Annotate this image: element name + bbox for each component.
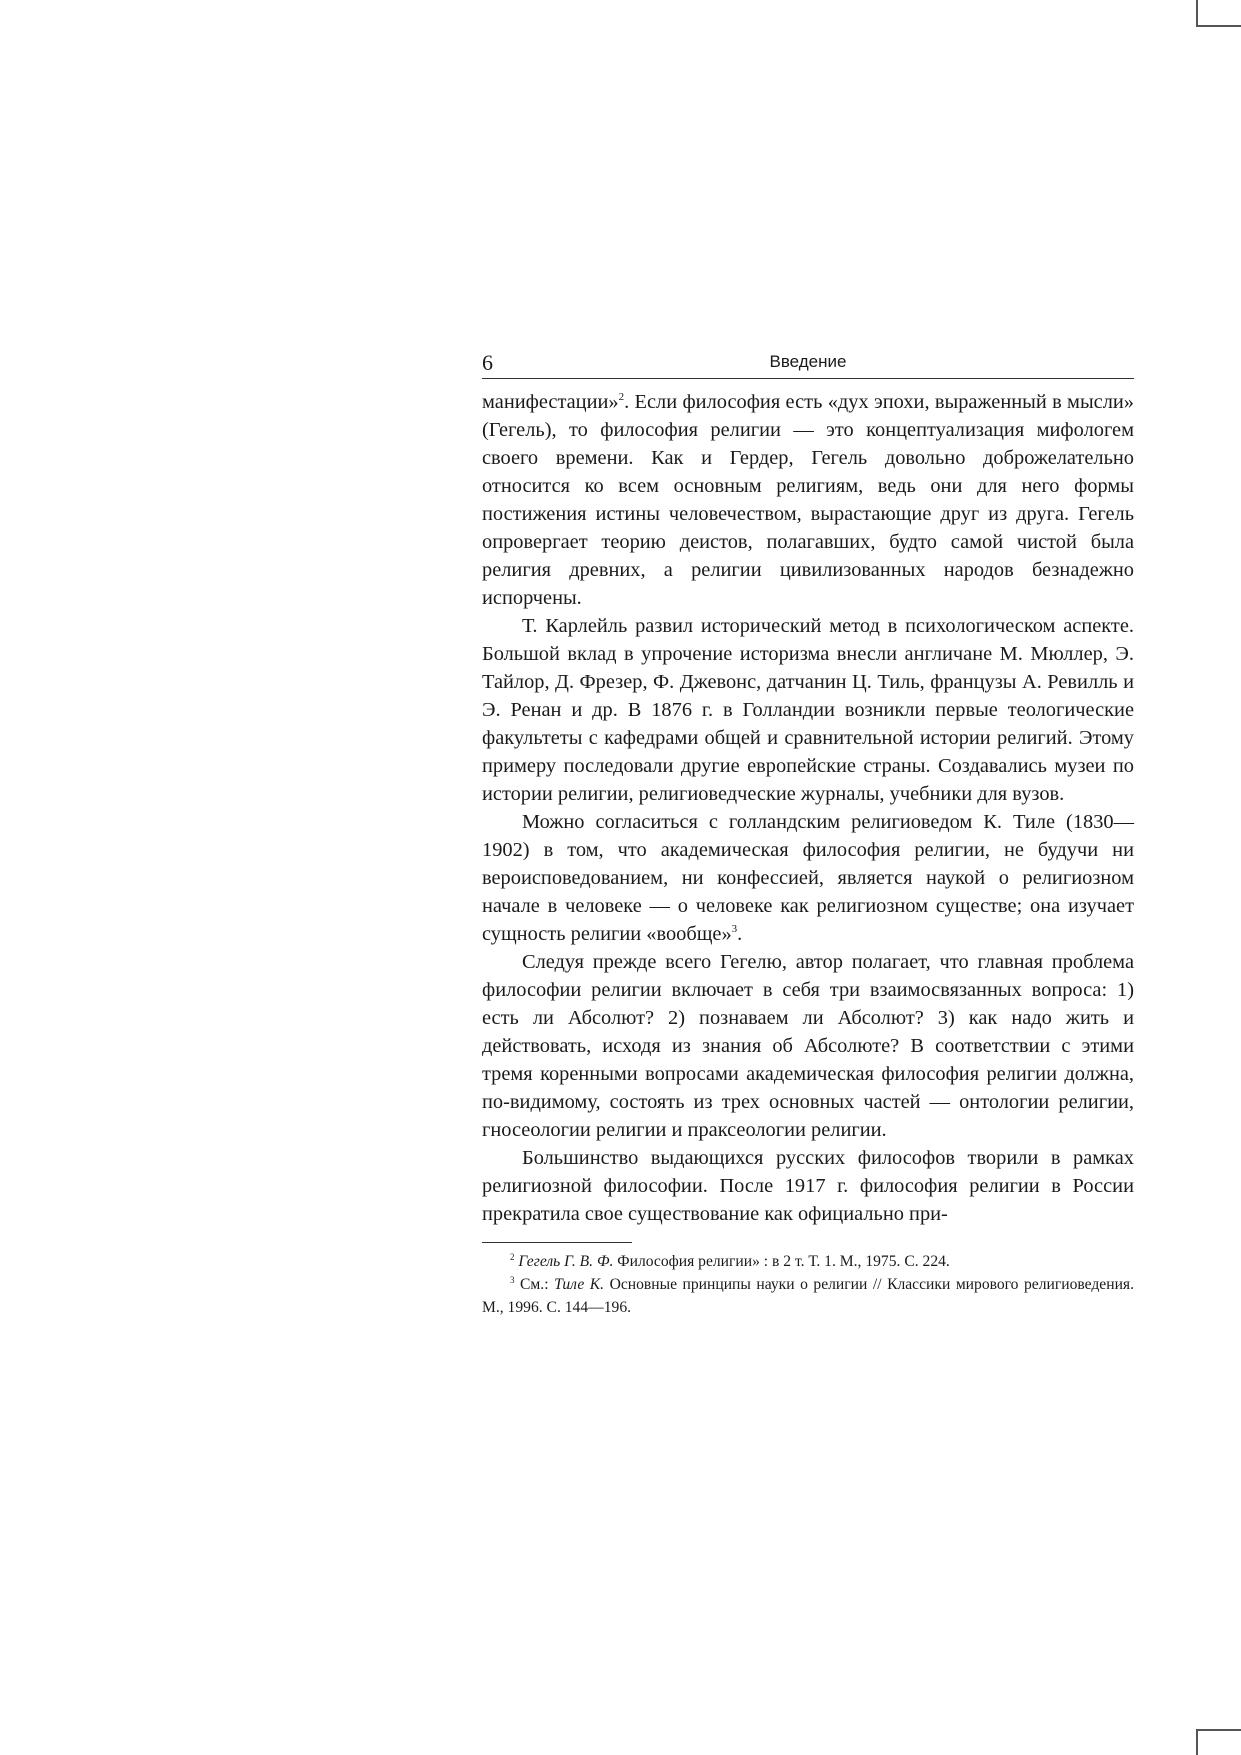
footnote-2: $^2$ Гегель Г. В. Ф. Философия религии» : в 2 т. Т. 1. М., 1975. С. 224.	[510, 1251, 950, 1270]
footnote-ref-3[interactable]: 3	[731, 923, 738, 936]
page-number: 6	[482, 350, 493, 375]
footnote-ref-2[interactable]: 2	[618, 391, 625, 404]
paragraph-1: манифестации»$^2$. Если философия есть «дух эпохи, выраженный в мысли» (Гегель), то философия религии — это концептуализация мифологем своего времени. Как и Гердер, Гегель довольно доброжелательно относится ко всем основным религиям, ведь они для него формы постижения истины человечеством, вырастающие друг из друга. Гегель опровергает теорию деистов, полагавших, будто самой чистой была религия древних, а религии цивилизованных народов безнадежно испорчены.	[482, 391, 1134, 609]
paragraph-4: Следуя прежде всего Гегелю, автор полагает, что главная проблема философии религии включает в себя три взаимосвязанных вопроса: 1) есть ли Абсолют? 2) познаваем ли Абсолют? 3) как надо жить и действовать, исходя из знания об Абсолюте? В соответствии с этими тремя коренными вопросами академическая философия религии должна, по-видимому, состоять из трех основных частей — онтологии религии, гносеологии религии и праксеологии религии.	[482, 951, 1134, 1141]
footnote-separator	[482, 1242, 632, 1243]
crop-mark-top-horizontal	[1196, 25, 1241, 27]
running-head	[482, 348, 1134, 379]
footnotes	[482, 1250, 1134, 1319]
crop-mark-bottom-horizontal	[1196, 1729, 1241, 1731]
footnote-3: $^3$ См.: Тиле К. Основные принципы науки о религии // Классики мирового религиоведения. М., 1996. С. 144—196.	[482, 1274, 1134, 1316]
section-title: Введение	[769, 352, 847, 371]
footnote-author: Тиле К.	[554, 1276, 605, 1293]
crop-mark-top-vertical	[1196, 0, 1198, 26]
footnote-author: Гегель Г. В. Ф.	[518, 1253, 614, 1270]
paragraph-3: Можно согласиться с голландским религиоведом К. Тиле (1830—1902) в том, что академическая философия религии, не будучи ни вероисповедованием, ни конфессией, является наукой о религиозном начале в человеке — о человеке как религиозном существе; она изучает сущность религии «вообще»$^3$.	[482, 811, 1134, 945]
paragraph-2: Т. Карлейль развил исторический метод в психологическом аспекте. Большой вклад в упрочение историзма внесли англичане М. Мюллер, Э. Тайлор, Д. Фрезер, Ф. Джевонс, датчанин Ц. Тиль, французы А. Ревилль и Э. Ренан и др. В 1876 г. в Голландии возникли первые теологические факультеты с кафедрами общей и сравнительной истории религий. Этому примеру последовали другие европейские страны. Создавались музеи по истории религии, религиоведческие журналы, учебники для вузов.	[482, 615, 1134, 805]
text-column	[482, 348, 1134, 1319]
paragraph-5: Большинство выдающихся русских философов творили в рамках религиозной философии. После 1917 г. философия религии в России прекратила свое существование как официально при-	[482, 1147, 1134, 1225]
crop-mark-bottom-vertical	[1196, 1729, 1198, 1755]
body-text	[482, 388, 1134, 1228]
